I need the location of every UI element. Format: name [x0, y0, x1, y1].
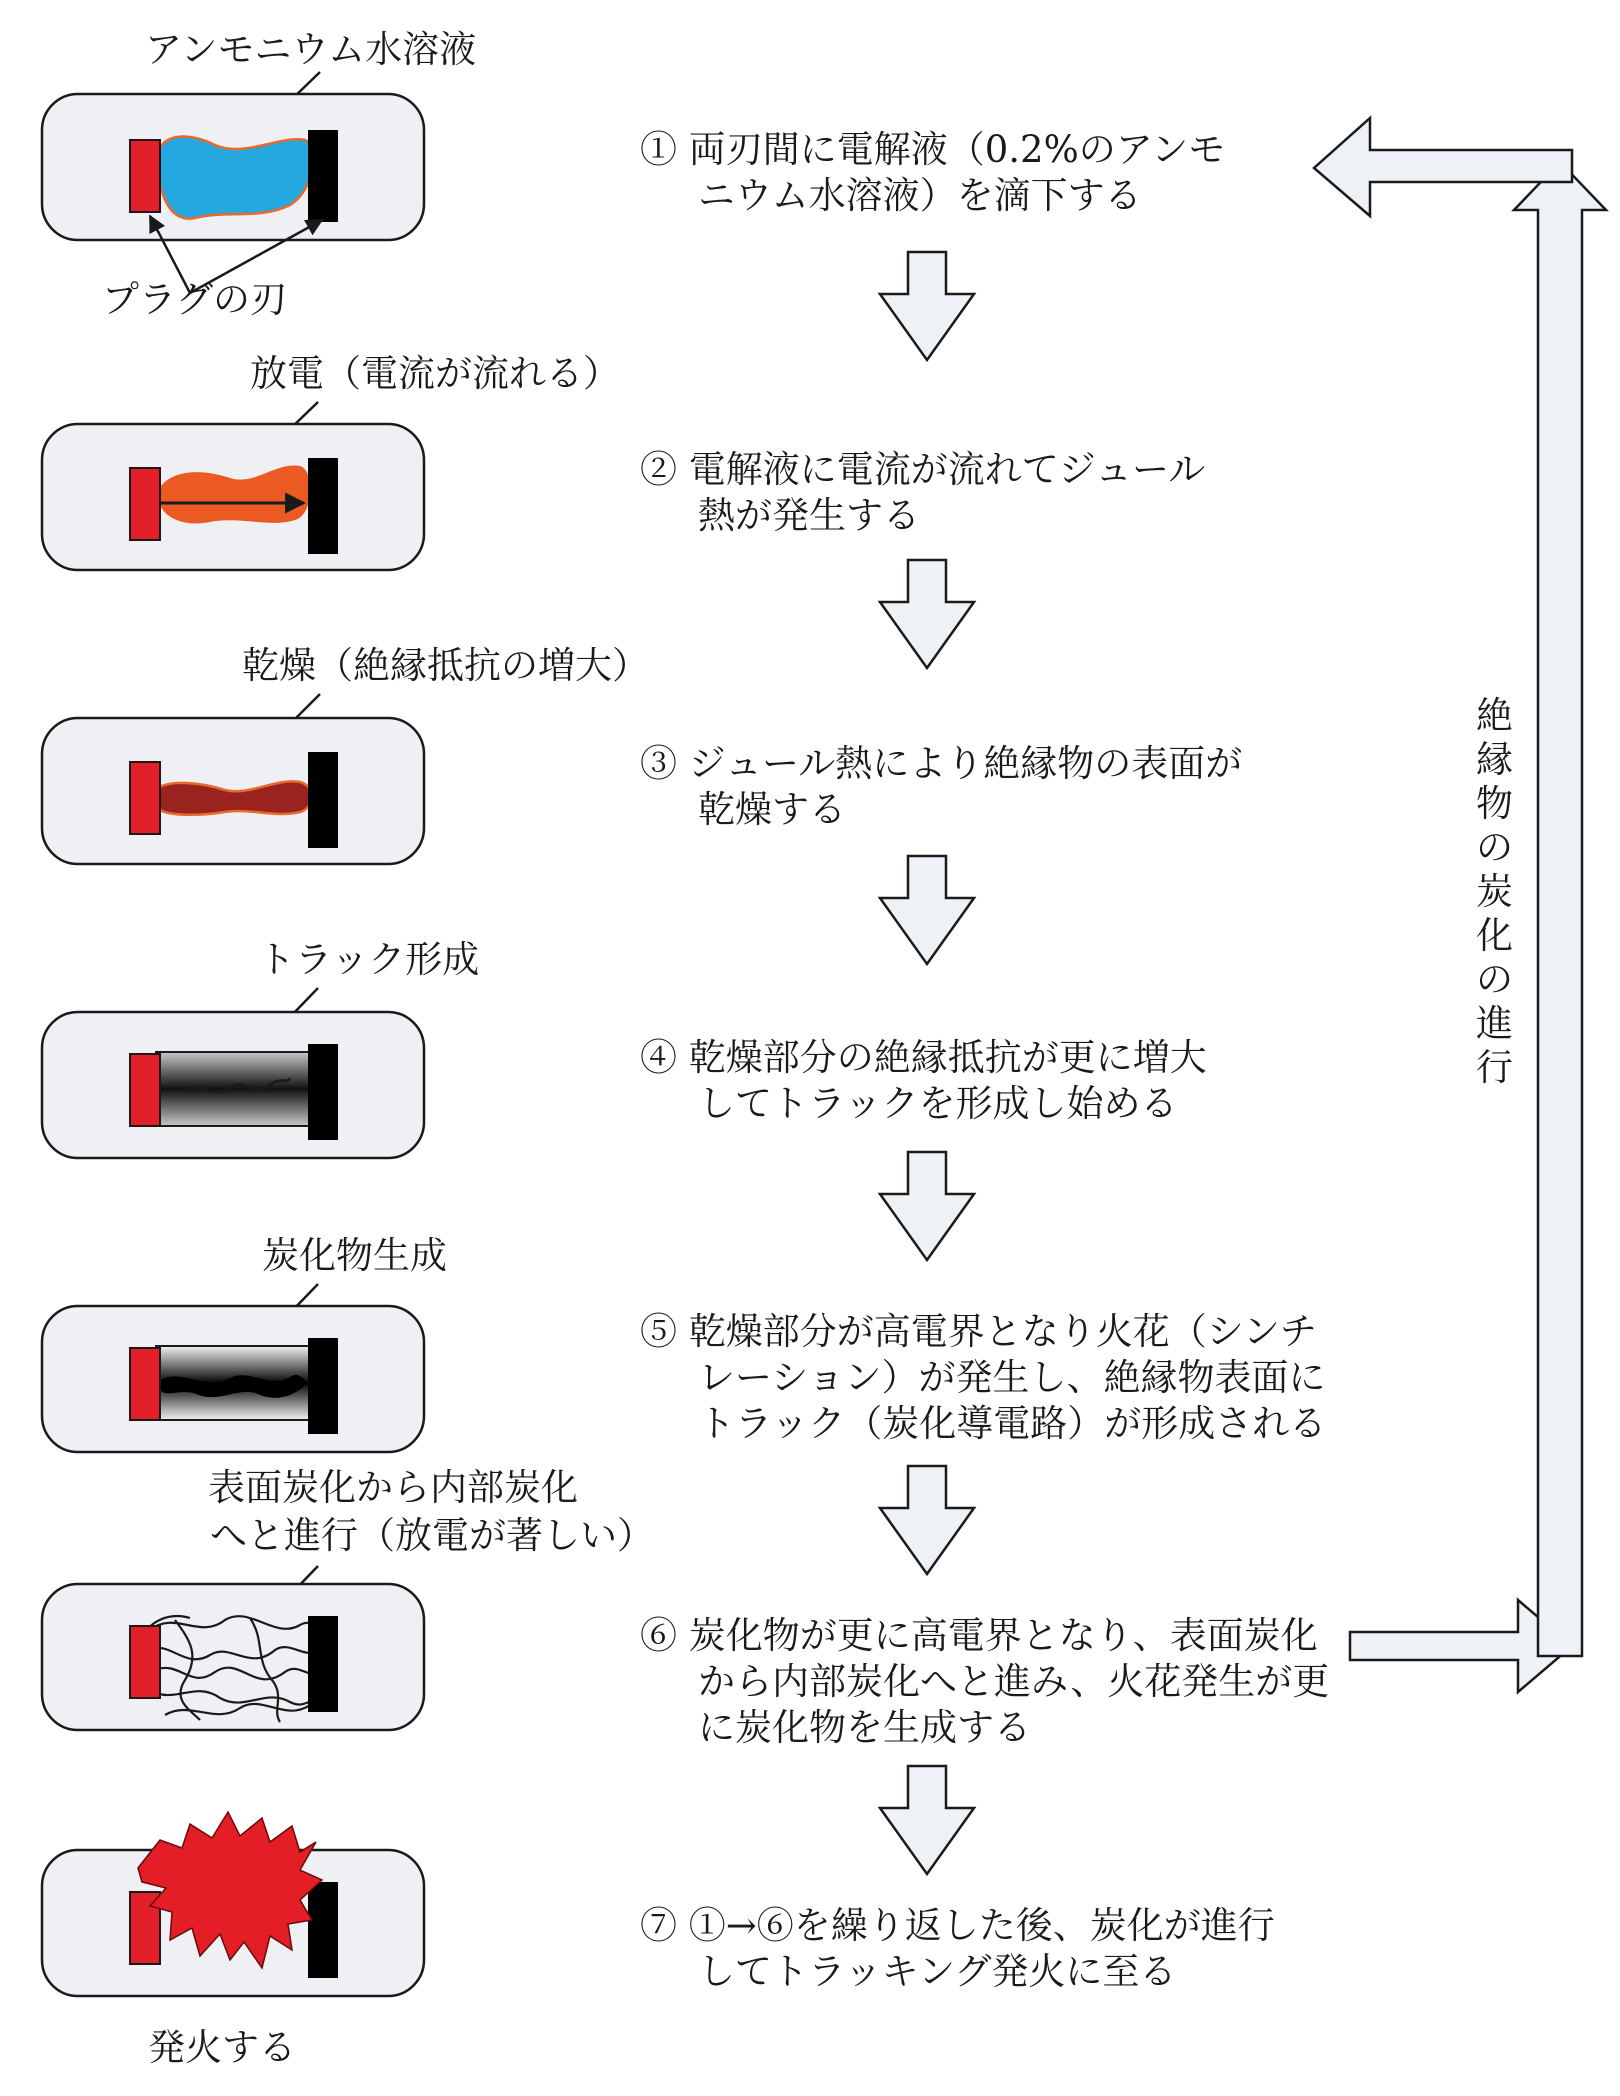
down-arrow-5: [880, 1466, 974, 1574]
side-loop-label: [1476, 694, 1513, 1089]
plug-blade-red: [130, 1348, 160, 1420]
plug-blade-black: [308, 752, 338, 848]
label-ignition: 発火する: [148, 2026, 296, 2069]
plug-blade-black: [308, 130, 338, 222]
plug-blade-black: [308, 458, 338, 554]
step-descriptions: [640, 128, 1329, 1993]
plug-blade-red: [130, 468, 160, 540]
plug-blade-black: [308, 1882, 338, 1978]
step-6-line2: から内部炭化へと進み、火花発生が更: [698, 1660, 1330, 1703]
loop-back-arrows: [1314, 118, 1606, 1692]
step-2-line2: 熱が発生する: [698, 494, 920, 537]
panel-5-carbide-forming: [42, 1234, 447, 1452]
step-1-line1: ① 両刃間に電解液（0.2%のアンモ: [640, 128, 1226, 171]
step-4-line1: ④ 乾燥部分の絶縁抵抗が更に増大: [640, 1036, 1207, 1079]
label-carbide-forming: 炭化物生成: [262, 1234, 447, 1277]
step-3-line2: 乾燥する: [698, 788, 846, 831]
step-3-line1: ③ ジュール熱により絶縁物の表面が: [640, 742, 1243, 785]
step-7-line1: ⑦ ①→⑥を繰り返した後、炭化が進行: [640, 1904, 1275, 1947]
step-7-line2: してトラッキング発火に至る: [698, 1950, 1177, 1993]
plug-blade-black: [308, 1616, 338, 1712]
plug-blade-red: [130, 762, 160, 834]
side-label-char: 炭: [1476, 870, 1513, 913]
side-label-char: 行: [1476, 1046, 1513, 1089]
label-ammonium-solution: アンモニウム水溶液: [145, 28, 477, 71]
plug-panel: [42, 1584, 424, 1730]
label-internal-carbonization-line2: へと進行（放電が著しい）: [210, 1514, 654, 1557]
plug-blade-red: [130, 140, 160, 212]
label-discharge: 放電（電流が流れる）: [250, 352, 620, 395]
panel-4-track-forming: [42, 938, 479, 1158]
electrolyte-drop: [158, 137, 314, 219]
side-label-char: 進: [1476, 1002, 1513, 1045]
step-1-line2: ニウム水溶液）を滴下する: [698, 174, 1142, 217]
step-6-line1: ⑥ 炭化物が更に高電界となり、表面炭化: [640, 1614, 1318, 1657]
plug-blade-black: [308, 1044, 338, 1140]
track-region: [156, 1052, 312, 1126]
panel-7-ignition: [42, 1812, 424, 2069]
side-label-char: 絶: [1476, 694, 1513, 737]
step-5-line1: ⑤ 乾燥部分が高電界となり火花（シンチ: [640, 1310, 1317, 1353]
up-arrow-loop: [1514, 162, 1606, 1656]
panel-2-discharge: [42, 352, 620, 570]
down-arrow-4: [880, 1152, 974, 1260]
side-label-char: 縁: [1476, 738, 1513, 781]
down-arrow-1: [880, 252, 974, 360]
plug-blade-black: [308, 1338, 338, 1434]
panel-6-internal-carbonization: [42, 1466, 654, 1730]
step-2-line1: ② 電解液に電流が流れてジュール: [640, 448, 1206, 491]
step-6-line3: に炭化物を生成する: [698, 1706, 1031, 1749]
side-label-char: の: [1476, 958, 1513, 1001]
down-arrow-2: [880, 560, 974, 668]
panel-3-drying: [42, 644, 649, 864]
plug-blade-red: [130, 1054, 160, 1126]
label-track-forming: トラック形成: [258, 938, 480, 981]
down-arrow-6: [880, 1766, 974, 1874]
label-plug-blades: プラグの刃: [102, 278, 287, 321]
side-label-char: 化: [1476, 914, 1513, 957]
step-5-line3: トラック（炭化導電路）が形成される: [698, 1402, 1327, 1445]
label-drying: 乾燥（絶縁抵抗の増大）: [242, 644, 649, 687]
step-5-line2: レーション）が発生し、絶縁物表面に: [698, 1356, 1326, 1399]
panel-1-electrolyte: [42, 28, 476, 321]
label-internal-carbonization-line1: 表面炭化から内部炭化: [208, 1466, 578, 1509]
down-arrow-3: [880, 856, 974, 964]
plug-blade-red: [130, 1626, 160, 1698]
side-label-char: の: [1476, 826, 1513, 869]
step-4-line2: してトラックを形成し始める: [698, 1082, 1178, 1125]
side-label-char: 物: [1476, 782, 1513, 825]
